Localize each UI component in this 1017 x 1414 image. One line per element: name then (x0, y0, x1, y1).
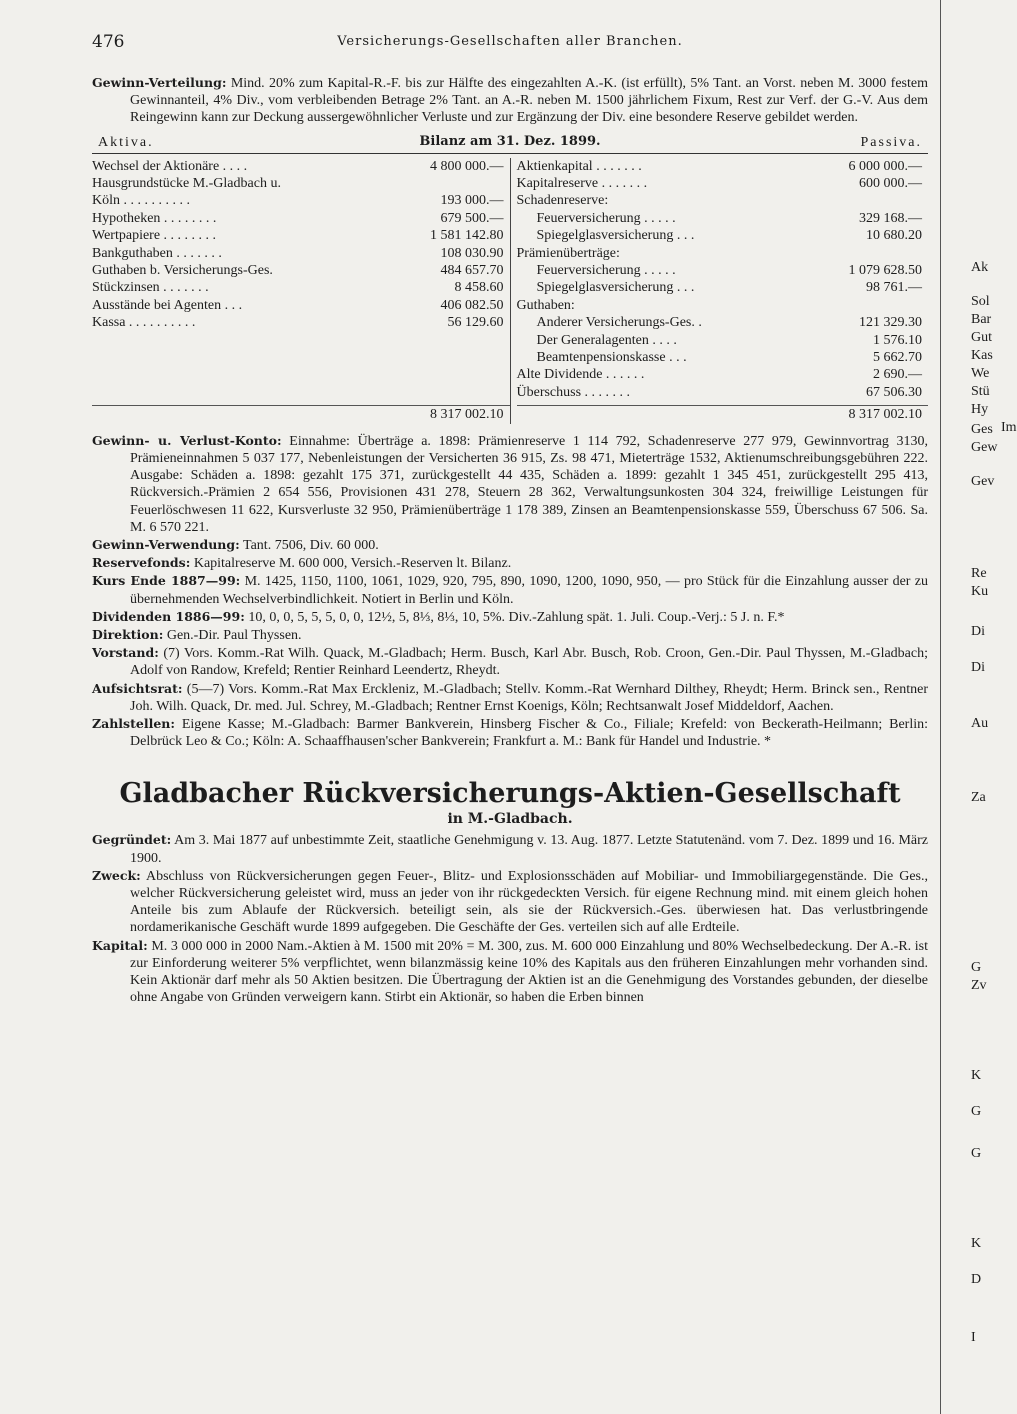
company-entry-paragraph (92, 831, 928, 866)
passiva-row (517, 314, 929, 331)
passiva-name: Der Generalagenten . . . . (536, 332, 677, 348)
adjacent-fragment: G (971, 1104, 982, 1119)
aktiva-row (92, 262, 510, 279)
aktiva-row (92, 192, 510, 209)
adjacent-page-strip (940, 0, 1017, 1414)
passiva-row (517, 279, 929, 296)
adjacent-fragment: G (971, 960, 982, 975)
company-entry-label: Kapital: (92, 937, 148, 953)
company-entry-label: Gegründet: (92, 832, 172, 848)
adjacent-fragment: D (971, 1272, 982, 1287)
entry-paragraph (92, 572, 928, 607)
company-subtitle: in M.-Gladbach. (447, 811, 573, 828)
entry-paragraph (92, 554, 928, 572)
aktiva-row (92, 175, 510, 192)
passiva-row (517, 175, 929, 192)
adjacent-fragment: K (971, 1236, 982, 1251)
adjacent-fragment: Zv (971, 978, 987, 993)
passiva-row (517, 210, 929, 227)
passiva-amount: 98 761.— (866, 280, 922, 296)
entry-label: Direktion: (92, 626, 164, 642)
entry-text: 10, 0, 0, 5, 5, 5, 0, 0, 12½, 5, 8⅓, 8⅓, 10, 5%. Div.-Zahlung spät. 1. Juli. Coup.-Verj.: 5 J. n. F.* (248, 609, 785, 625)
aktiva-amount: 406 082.50 (440, 297, 504, 313)
adjacent-fragment: Im (1001, 420, 1017, 435)
passiva-name: Beamtenpensionskasse . . . (536, 350, 687, 366)
gewinn-verteilung-text: Mind. 20% zum Kapital-R.-F. bis zur Hälfte des eingezahlten A.-K. (ist erfüllt), 5% Tant. an Vorst. neben M. 3000 festem Gewinnanteil, 4% Div., vom verbleibenden Betrage 2% Tant. an A.-R. neben M. 1500 jährlichem Fixum, Rest zur Verf. der G.-V. Aus dem Reingewinn kann zur Deckung aussergewöhnlicher Verluste und zur Ergänzung der Div. eine besondere Reserve gebildet werden. (130, 76, 928, 126)
aktiva-column (92, 158, 511, 424)
aktiva-name: Bankguthaben . . . . . . . (92, 245, 222, 261)
aktiva-total: 8 317 002.10 (430, 406, 504, 422)
passiva-row (517, 384, 929, 401)
aktiva-row (92, 245, 510, 262)
company-title: Gladbacher Rückversicherungs-Aktien-Gesellschaft (119, 778, 901, 810)
passiva-name: Spiegelglasversicherung . . . (536, 228, 695, 244)
adjacent-fragment: Kas (971, 348, 993, 363)
passiva-column (511, 158, 929, 424)
aktiva-name: Ausstände bei Agenten . . . (92, 297, 243, 313)
passiva-name: Aktienkapital . . . . . . . (516, 158, 642, 174)
aktiva-row (92, 158, 510, 175)
passiva-label: Passiva. (860, 134, 922, 150)
passiva-amount: 1 576.10 (873, 332, 922, 348)
gewinn-verteilung-label: Gewinn-Verteilung: (92, 75, 227, 90)
aktiva-name: Stückzinsen . . . . . . . (92, 280, 209, 296)
passiva-amount: 10 680.20 (866, 228, 922, 244)
passiva-amount: 329 168.— (859, 210, 922, 226)
adjacent-fragment: Ak (971, 260, 989, 275)
adjacent-fragment: Di (971, 624, 985, 639)
aktiva-row (92, 297, 510, 314)
passiva-name: Alte Dividende . . . . . . (516, 367, 645, 383)
adjacent-fragment: Gut (971, 330, 992, 345)
aktiva-row (92, 227, 510, 244)
aktiva-amount: 679 500.— (440, 210, 504, 226)
entry-paragraph (92, 432, 928, 536)
entry-paragraph (92, 536, 928, 554)
page-number: 476 (92, 32, 125, 52)
company-entry-paragraph (92, 937, 928, 1007)
adjacent-fragment: Di (971, 660, 985, 675)
aktiva-amount: 108 030.90 (440, 245, 504, 261)
aktiva-amount: 8 458.60 (454, 280, 504, 296)
passiva-name: Prämienüberträge: (516, 245, 620, 261)
company-entry-text: Abschluss von Rückversicherungen gegen Feuer-, Blitz- und Explosionsschäden auf Mobiliar- und Immobiliargegenstände. Die Ges., welcher Rückversicherung geleistet wird, muss an jeder von ihr rückgedeckten Versich. für eigene Rechnung mind. mit einem gleich hohen Anteile bis zum Ablaufe der Rückversich. beteiligt sein, als sie der Rückversich.-Ges. überwiesen hat. Das verlustbringende nordamerikanische Geschäft wurde 1899 aufgegeben. Die Geschäfte der Ges. verteilen sich auf alle Erdteile. (130, 868, 928, 936)
aktiva-name: Wechsel der Aktionäre . . . . (92, 158, 248, 174)
aktiva-amount: 1 581 142.80 (430, 228, 504, 244)
aktiva-amount: 193 000.— (440, 193, 504, 209)
entry-label: Zahlstellen: (92, 715, 175, 731)
company-entry-label: Zweck: (92, 867, 141, 883)
entry-label: Kurs Ende 1887—99: (92, 573, 241, 589)
aktiva-row (92, 314, 510, 331)
adjacent-fragment: Za (971, 790, 986, 805)
entry-text: Gen.-Dir. Paul Thyssen. (166, 627, 302, 643)
aktiva-amount: 56 129.60 (447, 315, 504, 331)
passiva-amount: 2 690.— (873, 367, 922, 383)
entry-label: Dividenden 1886—99: (92, 608, 245, 624)
aktiva-name: Kassa . . . . . . . . . . (92, 315, 196, 331)
aktiva-amount: 484 657.70 (440, 263, 504, 279)
aktiva-amount: 4 800 000.— (430, 158, 504, 174)
aktiva-name: Wertpapiere . . . . . . . . (92, 228, 217, 244)
passiva-row (517, 227, 929, 244)
company-details-block (92, 831, 928, 1006)
aktiva-name: Hypotheken . . . . . . . . (92, 210, 217, 226)
passiva-name: Kapitalreserve . . . . . . . (516, 176, 648, 192)
bilanz-header (92, 133, 928, 154)
entry-paragraph (92, 644, 928, 679)
adjacent-fragment: Bar (971, 312, 992, 327)
company-entry-paragraph (92, 867, 928, 937)
aktiva-row (92, 279, 510, 296)
entry-text: Einnahme: Überträge a. 1898: Prämienreserve 1 114 792, Schadenreserve 277 979, Gewinnvortrag 3130, Prämieneinnahmen 5 037 177, Nebenleistungen der Versicherten 36 915, Zs. 98 471, Mieterträge 1532, Aktienumschreibungsgebühren 222. Ausgabe: Schäden a. 1898: gezahlt 175 371, zurückgestellt 44 435, Schäden a. 1899: gezahlt 1 345 451, zurückgestellt 295 413, Rückversich.-Prämien 2 654 556, Provisionen 431 278, Steuern 28 362, Verwaltungsunkosten 304 324, freiwillige Leistungen für Feuerlöschwesen 11 622, Kursverluste 32 950, Prämienüberträge 1 178 389, Zinsen an Beamtenpensionskasse 559, Überschuss 67 506. Sa. M. 6 570 221. (130, 433, 928, 535)
adjacent-fragment: Re (971, 566, 987, 581)
page (92, 28, 928, 1006)
entry-text: M. 1425, 1150, 1100, 1061, 1029, 920, 795, 890, 1090, 1200, 1090, 950, — pro Stück für die Einzahlung ausser der zu übernehmenden Wechselverbindlichkeit. Notiert in Berlin und Köln. (130, 574, 928, 607)
entry-paragraph (92, 715, 928, 750)
passiva-row (517, 332, 929, 349)
passiva-row (517, 245, 929, 262)
aktiva-name: Köln . . . . . . . . . . (92, 193, 190, 209)
entry-text: (5—7) Vors. Komm.-Rat Max Erckleniz, M.-Gladbach; Stellv. Komm.-Rat Wernhard Dilthey, Rheydt; Herm. Brinck sen., Rentner Joh. Wilh. Quack, Dr. med. Jul. Schrey, M.-Gladbach; Rentner Ernst Koenigs, Köln; Rechtsanwalt Josef Middeldorf, Aachen. (130, 681, 929, 714)
running-head (92, 28, 928, 56)
entry-text: (7) Vors. Komm.-Rat Wilh. Quack, M.-Gladbach; Herm. Busch, Karl Abr. Busch, Rob. Croon, Gen.-Dir. Paul Thyssen, M.-Gladbach; Adolf von Randow, Krefeld; Rentier Reinhard Leendertz, Rheydt. (130, 646, 928, 679)
adjacent-fragment: I (971, 1330, 976, 1345)
passiva-amount: 5 662.70 (873, 350, 922, 366)
adjacent-fragment: We (971, 366, 990, 381)
gewinn-verteilung-paragraph (92, 74, 928, 127)
company-entry-text: M. 3 000 000 in 2000 Nam.-Aktien à M. 1500 mit 20% = M. 300, zus. M. 600 000 Einzahlung und 80% Wechselbedeckung. Der A.-R. ist zur Einforderung weiterer 5% verpflichtet, wenn bilanzmässig keine 10% des Kapitals aus den früheren Einzahlungen mehr vorhanden sind. Kein Aktionär darf mehr als 50 Aktien besitzen. Die Übertragung der Aktien ist an die Genehmigung des Vorstandes gebunden, der dieselbe ohne Angabe von Gründen verweigern kann. Stirbt ein Aktionär, so haben die Erben binnen (130, 938, 929, 1006)
company-entries-block (92, 432, 928, 751)
entry-paragraph (92, 608, 928, 626)
bilanz-title: Bilanz am 31. Dez. 1899. (419, 133, 601, 149)
passiva-row (517, 349, 929, 366)
entry-label: Gewinn- u. Verlust-Konto: (92, 432, 282, 448)
adjacent-fragment: K (971, 1068, 982, 1083)
adjacent-fragment: Gew (971, 440, 998, 455)
entry-label: Vorstand: (92, 645, 159, 661)
passiva-name: Anderer Versicherungs-Ges. . (536, 315, 702, 331)
passiva-name: Feuerversicherung . . . . . (536, 210, 676, 226)
passiva-name: Überschuss . . . . . . . (516, 384, 631, 400)
aktiva-row (92, 210, 510, 227)
passiva-row (517, 158, 929, 175)
aktiva-label: Aktiva. (98, 134, 154, 150)
entry-paragraph (92, 626, 928, 644)
adjacent-fragment: Ges (971, 422, 993, 437)
running-title: Versicherungs-Gesellschaften aller Branchen. (337, 34, 683, 49)
passiva-row (517, 192, 929, 209)
passiva-name: Spiegelglasversicherung . . . (536, 280, 695, 296)
passiva-amount: 600 000.— (859, 176, 922, 192)
passiva-total-row (517, 405, 929, 423)
adjacent-fragment: Stü (971, 384, 990, 399)
company-entry-text: Am 3. Mai 1877 auf unbestimmte Zeit, staatliche Genehmigung v. 13. Aug. 1877. Letzte Statutenänd. vom 7. Dez. 1899 und 16. März 1900. (130, 833, 928, 866)
passiva-amount: 1 079 628.50 (848, 263, 922, 279)
entry-label: Aufsichtsrat: (92, 680, 183, 696)
entry-paragraph (92, 680, 928, 715)
passiva-amount: 67 506.30 (866, 384, 922, 400)
passiva-amount: 121 329.30 (859, 315, 922, 331)
aktiva-total-row (92, 405, 510, 423)
aktiva-name: Guthaben b. Versicherungs-Ges. (92, 263, 273, 279)
passiva-row (517, 262, 929, 279)
adjacent-fragment: Gev (971, 474, 995, 489)
passiva-name: Feuerversicherung . . . . . (536, 263, 676, 279)
entry-text: Eigene Kasse; M.-Gladbach: Barmer Bankverein, Hinsberg Fischer & Co., Filiale; Krefeld: von Beckerath-Heilmann; Berlin: Delbrück Leo & Co.; Köln: A. Schaaffhausen'scher Bankverein; Frankfurt a. M.: Bank für Handel und Industrie. * (130, 716, 928, 750)
passiva-row (517, 297, 929, 314)
entry-text: Tant. 7506, Div. 60 000. (243, 537, 379, 553)
adjacent-fragment: Au (971, 716, 989, 731)
adjacent-fragment: Ku (971, 584, 989, 599)
adjacent-fragment: Hy (971, 402, 989, 417)
passiva-row (517, 366, 929, 383)
adjacent-fragment: Sol (971, 294, 990, 309)
entry-label: Reservefonds: (92, 555, 191, 571)
bilanz-table (92, 158, 928, 424)
entry-text: Kapitalreserve M. 600 000, Versich.-Reserven lt. Bilanz. (193, 556, 512, 572)
passiva-name: Guthaben: (516, 297, 575, 313)
adjacent-fragment: G (971, 1146, 982, 1161)
passiva-name: Schadenreserve: (516, 193, 609, 209)
entry-label: Gewinn-Verwendung: (92, 536, 240, 552)
passiva-total: 8 317 002.10 (848, 407, 922, 423)
aktiva-name: Hausgrundstücke M.-Gladbach u. (92, 176, 281, 192)
passiva-amount: 6 000 000.— (848, 158, 922, 174)
